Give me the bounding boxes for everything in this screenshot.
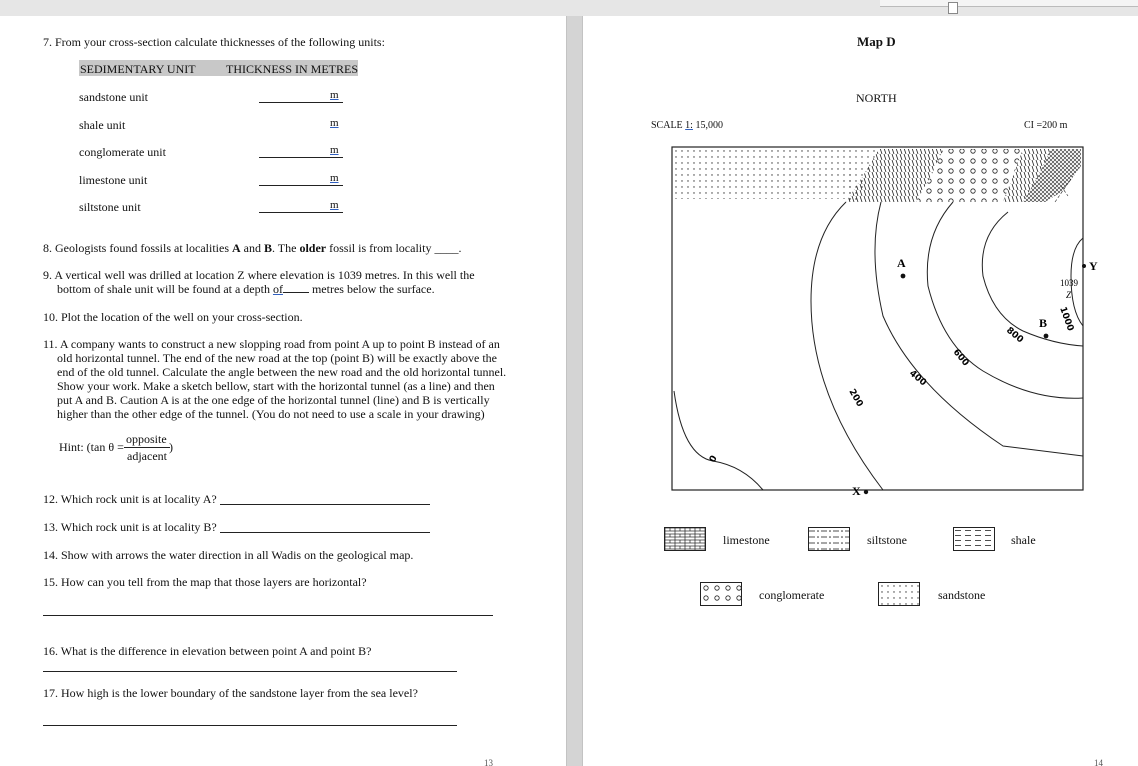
legend-conglomerate: conglomerate <box>759 588 825 602</box>
header-sedimentary-unit: SEDIMENTARY UNIT <box>80 62 196 76</box>
question-11-line: end of the old tunnel. Calculate the angle between the new road and the old horizontal tunnel. <box>57 365 507 379</box>
ruler-indent-marker[interactable] <box>948 2 958 14</box>
point-y-label: Y <box>1089 259 1098 273</box>
unit-m: m <box>330 89 339 101</box>
limestone-swatch <box>664 527 706 551</box>
unit-name: siltstone unit <box>79 200 141 214</box>
sandstone-area <box>674 149 852 199</box>
north-label: NORTH <box>856 91 897 105</box>
map-title: Map D <box>857 34 896 49</box>
point-z-label: Z <box>1066 290 1072 300</box>
page-number: 13 <box>484 758 493 766</box>
shale-swatch <box>953 527 995 551</box>
siltstone-swatch <box>808 527 850 551</box>
geological-map <box>583 16 1138 766</box>
question-11-line: put A and B. Caution A is at the one edge of the horizontal tunnel (line) and B is vertically <box>57 393 490 407</box>
sandstone-swatch <box>878 582 920 606</box>
page-number: 14 <box>1094 758 1103 766</box>
answer-line[interactable] <box>220 504 430 505</box>
question-12: 12. Which rock unit is at locality A? <box>43 492 217 506</box>
unit-m: m <box>330 144 339 156</box>
answer-line[interactable] <box>43 615 493 616</box>
contour-label: 600 <box>950 347 971 369</box>
unit-name: sandstone unit <box>79 90 148 104</box>
unit-name: limestone unit <box>79 173 148 187</box>
contour-label: 200 <box>846 387 865 409</box>
question-16: 16. What is the difference in elevation between point A and point B? <box>43 644 372 658</box>
contour-label: 1000 <box>1057 305 1076 333</box>
answer-line[interactable] <box>43 725 457 726</box>
hint-numerator: opposite <box>126 432 167 446</box>
unit-name: conglomerate unit <box>79 145 166 159</box>
question-8: 8. Geologists found fossils at localities A and B. The older fossil is from locality ____. <box>43 241 462 255</box>
contour-label: 800 <box>1004 325 1025 346</box>
question-14: 14. Show with arrows the water direction in all Wadis on the geological map. <box>43 548 414 562</box>
header-thickness: THICKNESS IN METRES <box>226 62 359 76</box>
answer-line[interactable] <box>259 157 343 158</box>
contour-label: 400 <box>907 368 928 389</box>
question-11-line: Show your work. Make a sketch bellow, start with the horizontal tunnel (as a line) and then <box>57 379 495 393</box>
contour-label: 0 <box>707 454 720 465</box>
unit-m: m <box>330 172 339 184</box>
page-14 <box>583 16 1138 766</box>
hint-prefix: Hint: (tan θ = <box>59 440 124 454</box>
unit-m: m <box>330 117 339 129</box>
hint-denominator: adjacent <box>127 449 167 463</box>
answer-line[interactable] <box>259 185 343 186</box>
hint-suffix: ) <box>169 440 173 454</box>
point-a-marker <box>901 274 906 279</box>
legend-sandstone: sandstone <box>938 588 986 602</box>
point-a-label: A <box>897 256 906 270</box>
answer-line[interactable] <box>43 671 457 672</box>
answer-line[interactable] <box>259 212 343 213</box>
unit-name: shale unit <box>79 118 126 132</box>
fraction-bar <box>124 447 170 448</box>
point-b-label: B <box>1039 316 1048 330</box>
elevation-z-label: 1039 <box>1060 278 1078 288</box>
question-11-line: higher than the other edge of the tunnel. (You do not need to use a scale in your drawing) <box>57 407 485 421</box>
question-11-line: old horizontal tunnel. The end of the new road at the top (point B) will be exactly above the <box>57 351 497 365</box>
point-x-label: X <box>852 484 861 498</box>
question-7: 7. From your cross-section calculate thicknesses of the following units: <box>43 35 385 49</box>
question-9-line2: bottom of shale unit will be found at a depth of metres below the surface. <box>57 282 435 296</box>
point-b-marker <box>1044 334 1049 339</box>
answer-line[interactable] <box>259 102 343 103</box>
question-11-line: 11. A company wants to construct a new slopping road from point A up to point B instead of an <box>43 337 500 351</box>
scale-label: SCALE 1: 15,000 <box>651 120 723 131</box>
question-15: 15. How can you tell from the map that those layers are horizontal? <box>43 575 367 589</box>
contour-interval: CI =200 m <box>1024 120 1068 131</box>
question-10: 10. Plot the location of the well on your cross-section. <box>43 310 303 324</box>
horizontal-ruler[interactable] <box>880 0 1138 7</box>
page-13 <box>0 16 566 766</box>
page-gap <box>566 16 583 766</box>
legend-limestone: limestone <box>723 533 770 547</box>
unit-m: m <box>330 199 339 211</box>
question-17: 17. How high is the lower boundary of the sandstone layer from the sea level? <box>43 686 418 700</box>
conglomerate-swatch <box>700 582 742 606</box>
answer-line[interactable] <box>220 532 430 533</box>
point-y-marker <box>1082 264 1086 268</box>
legend-shale: shale <box>1011 533 1036 547</box>
question-13: 13. Which rock unit is at locality B? <box>43 520 217 534</box>
legend-siltstone: siltstone <box>867 533 908 547</box>
question-9-line1: 9. A vertical well was drilled at location Z where elevation is 1039 metres. In this well the <box>43 268 475 282</box>
point-x-marker <box>864 490 868 494</box>
